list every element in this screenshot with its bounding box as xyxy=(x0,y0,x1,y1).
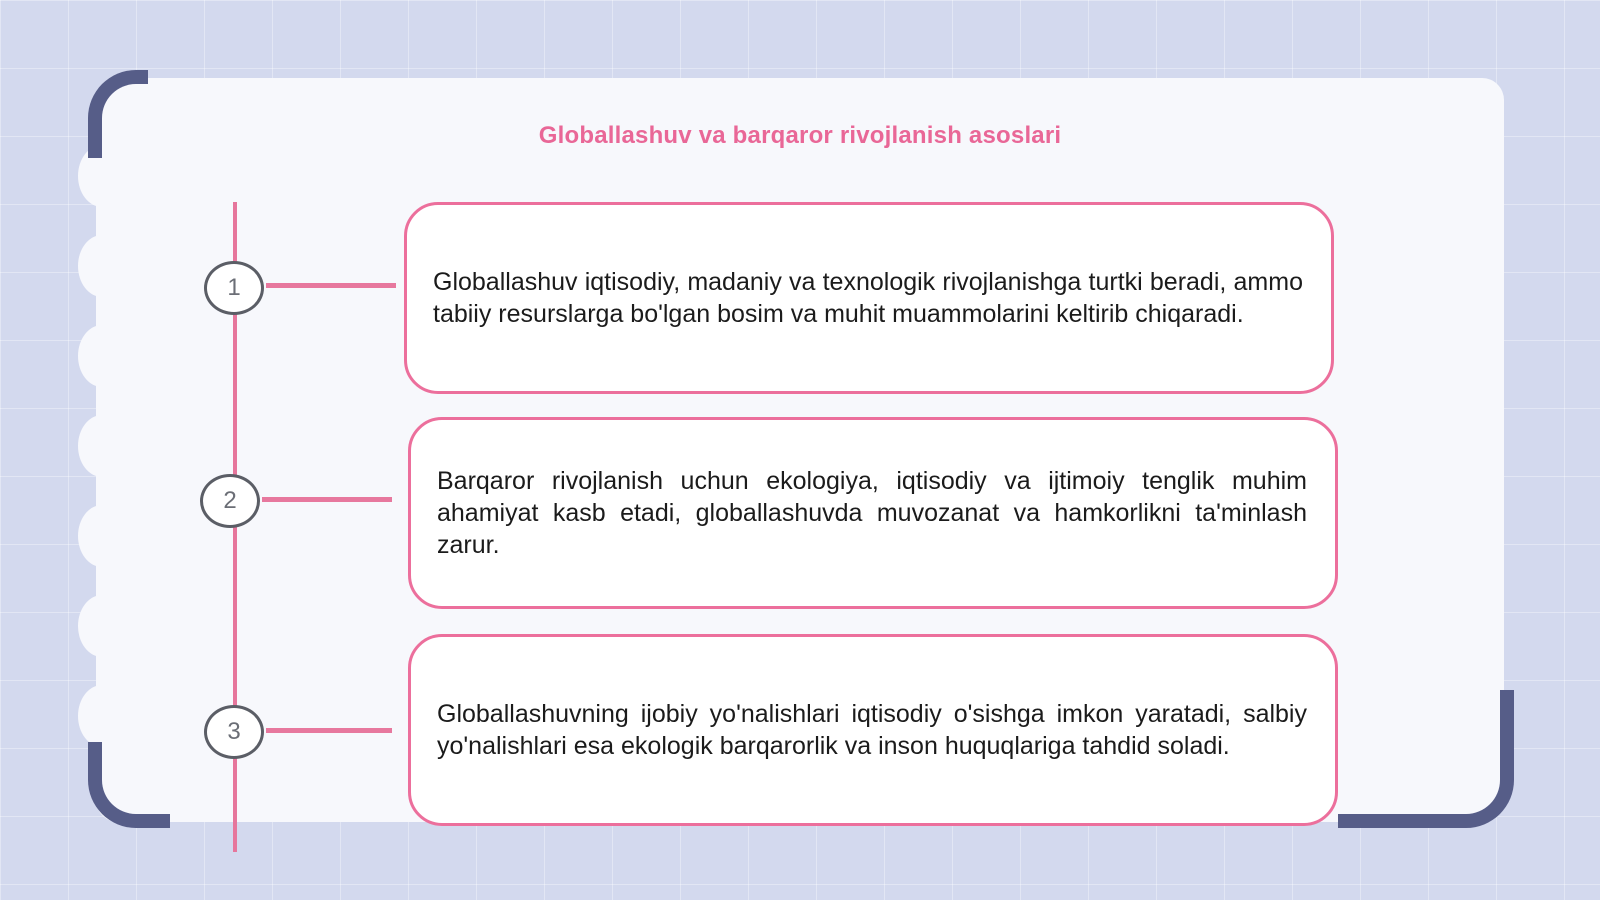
paper-scallop xyxy=(78,325,126,387)
step-text-3: Globallashuvning ijobiy yo'nalishlari iqtisodiy o'sishga imkon yaratadi, salbiy yo'nalishlari esa ekologik barqarorlik va inson huquqlariga tahdid soladi. xyxy=(437,700,1307,760)
slide-title: Globallashuv va barqaror rivojlanish asoslari xyxy=(538,122,1062,149)
step-number-2: 2 xyxy=(200,474,260,528)
connector-line xyxy=(266,283,396,288)
step-number-3: 3 xyxy=(204,705,264,759)
corner-bracket-top-left xyxy=(88,70,148,158)
step-card-3 xyxy=(408,634,1338,826)
corner-bracket-bottom-left xyxy=(88,742,170,828)
corner-bracket-bottom-right xyxy=(1338,690,1514,828)
paper-scallop xyxy=(78,685,126,747)
step-text-2: Barqaror rivojlanish uchun ekologiya, iqtisodiy va ijtimoiy tenglik muhim ahamiyat kasb etadi, globallashuvda muvozanat va hamkorlikni ta'minlash zarur. xyxy=(437,467,1307,559)
connector-line xyxy=(262,497,392,502)
paper-scallop xyxy=(78,505,126,567)
paper-scallop xyxy=(78,235,126,297)
step-number-1: 1 xyxy=(204,261,264,315)
step-text-1: Globallashuv iqtisodiy, madaniy va texnologik rivojlanishga turtki beradi, ammo tabiiy resurslarga bo'lgan bosim va muhit muammolarini keltirib chiqaradi. xyxy=(433,268,1303,328)
step-card-2 xyxy=(408,417,1338,609)
paper-scallop xyxy=(78,595,126,657)
paper-scallop xyxy=(78,415,126,477)
step-card-1 xyxy=(404,202,1334,394)
connector-line xyxy=(266,728,392,733)
